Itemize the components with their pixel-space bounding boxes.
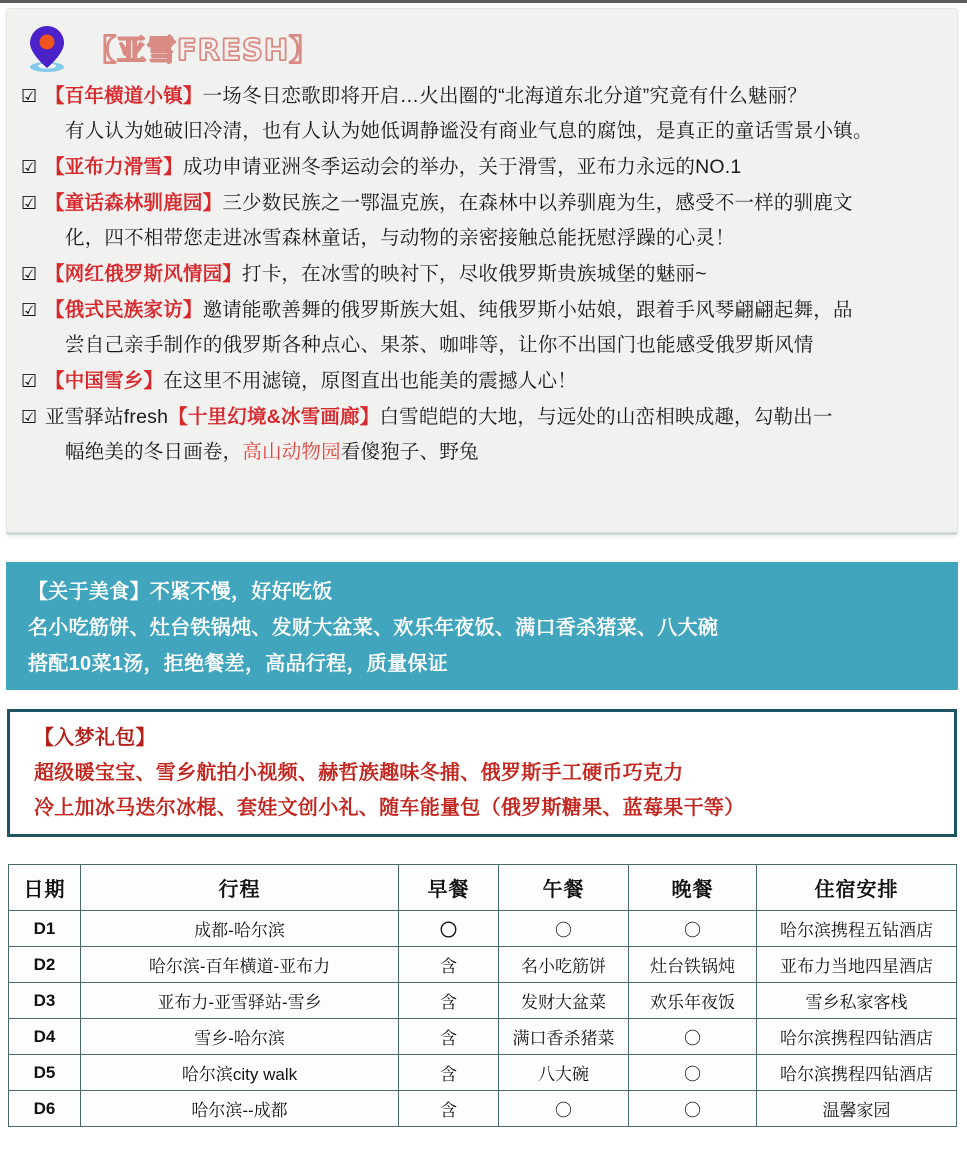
food-line: 名小吃筋饼、灶台铁锅炖、发财大盆菜、欢乐年夜饭、满口香杀猪菜、八大碗 (28, 617, 719, 639)
highlight-text (45, 364, 943, 399)
cell-route: 成都-哈尔滨 (81, 911, 399, 947)
column-header-breakfast: 早餐 (399, 865, 499, 911)
checkbox-icon: ☑ (21, 407, 38, 428)
location-pin-icon (25, 23, 69, 73)
highlight-tag: 【百年横道小镇】 (45, 85, 203, 107)
highlight-line-tail: 看傻狍子、野兔 (340, 441, 479, 463)
list-item (21, 400, 943, 470)
checkbox-icon: ☑ (21, 86, 38, 107)
cell-hotel: 哈尔滨携程四钻酒店 (757, 1019, 957, 1055)
checkbox-icon: ☑ (21, 264, 38, 285)
gift-package-panel (7, 709, 957, 837)
itinerary-table-container (8, 864, 956, 1127)
table-row (9, 983, 957, 1019)
cell-lunch: 〇 (499, 1091, 629, 1127)
checkbox-icon: ☑ (21, 371, 38, 392)
column-header-date: 日期 (9, 865, 81, 911)
highlight-line-wrap (45, 435, 943, 470)
cell-lunch: 〇 (499, 911, 629, 947)
highlight-tag: 【中国雪乡】 (45, 370, 164, 392)
cell-dinner: 〇 (629, 1019, 757, 1055)
cell-lunch: 发财大盆菜 (499, 983, 629, 1019)
cell-hotel: 雪乡私家客栈 (757, 983, 957, 1019)
cell-dinner: 灶台铁锅炖 (629, 947, 757, 983)
cell-lunch: 八大碗 (499, 1055, 629, 1091)
gift-package-title: 【入梦礼包】 (34, 727, 156, 749)
cell-route: 哈尔滨--成都 (81, 1091, 399, 1127)
checkbox-icon: ☑ (21, 157, 38, 178)
cell-date: D4 (9, 1019, 81, 1055)
checkbox-icon: ☑ (21, 193, 38, 214)
highlight-line: 有人认为她破旧冷清，也有人认为她低调静谧没有商业气息的腐蚀，是真正的童话雪景小镇。 (65, 120, 873, 142)
highlight-text (45, 186, 943, 256)
food-line: 【关于美食】不紧不慢，好好吃饭 (28, 581, 333, 603)
list-item (21, 364, 943, 399)
highlight-tag: 【俄式民族家访】 (45, 299, 203, 321)
brand-title: 【亚雪FRESH】 (87, 32, 320, 67)
column-header-route: 行程 (81, 865, 399, 911)
highlight-text (45, 293, 943, 363)
checkbox-icon: ☑ (21, 300, 38, 321)
cell-dinner: 〇 (629, 1055, 757, 1091)
cell-route: 亚布力-亚雪驿站-雪乡 (81, 983, 399, 1019)
highlight-line: 化，四不相带您走进冰雪森林童话，与动物的亲密接触总能抚慰浮躁的心灵！ (65, 227, 735, 249)
highlight-line: 打卡，在冰雪的映衬下，尽收俄罗斯贵族城堡的魅丽~ (242, 263, 707, 285)
cell-date: D2 (9, 947, 81, 983)
highlight-text (45, 150, 943, 185)
column-header-dinner: 晚餐 (629, 865, 757, 911)
cell-breakfast: 含 (399, 983, 499, 1019)
table-row (9, 1019, 957, 1055)
table-row (9, 1091, 957, 1127)
gift-package-line: 冷上加冰马迭尔冰棍、套娃文创小礼、随车能量包（俄罗斯糖果、蓝莓果干等） (34, 797, 745, 819)
list-item (21, 186, 943, 256)
highlight-tag: 【童话森林驯鹿园】 (45, 192, 223, 214)
table-header-row (9, 865, 957, 911)
highlight-text (45, 257, 943, 292)
list-item (21, 150, 943, 185)
cell-route: 哈尔滨-百年横道-亚布力 (81, 947, 399, 983)
highlight-text (45, 400, 943, 470)
cell-dinner: 欢乐年夜饭 (629, 983, 757, 1019)
cell-date: D3 (9, 983, 81, 1019)
highlight-prefix: 亚雪驿站fresh (45, 406, 169, 428)
cell-lunch: 满口香杀猪菜 (499, 1019, 629, 1055)
cell-hotel: 温馨家园 (757, 1091, 957, 1127)
cell-hotel: 亚布力当地四星酒店 (757, 947, 957, 983)
cell-breakfast: 含 (399, 1091, 499, 1127)
column-header-hotel: 住宿安排 (757, 865, 957, 911)
cell-dinner: 〇 (629, 1091, 757, 1127)
list-item (21, 257, 943, 292)
cell-breakfast: 〇 (399, 911, 499, 947)
highlight-tag: 【亚布力滑雪】 (45, 156, 183, 178)
highlight-text (45, 79, 943, 149)
highlight-line: 白雪皑皑的大地，与远处的山峦相映成趣，勾勒出一 (379, 406, 833, 428)
cell-date: D5 (9, 1055, 81, 1091)
cell-breakfast: 含 (399, 1055, 499, 1091)
cell-breakfast: 含 (399, 947, 499, 983)
cell-breakfast: 含 (399, 1019, 499, 1055)
food-panel (6, 562, 958, 690)
itinerary-table (8, 864, 957, 1127)
highlight-tag: 【十里幻境&冰雪画廊】 (168, 406, 380, 428)
food-line: 搭配10菜1汤，拒绝餐差，高品行程，质量保证 (28, 653, 448, 675)
column-header-lunch: 午餐 (499, 865, 629, 911)
cell-hotel: 哈尔滨携程五钻酒店 (757, 911, 957, 947)
highlight-line: 在这里不用滤镜，原图直出也能美的震撼人心！ (163, 370, 577, 392)
highlight-line: 一场冬日恋歌即将开启…火出圈的“北海道东北分道”究竟有什么魅丽？ (202, 85, 807, 107)
cell-date: D6 (9, 1091, 81, 1127)
highlight-line: 幅绝美的冬日画卷， (65, 441, 243, 463)
highlight-line: 尝自己亲手制作的俄罗斯各种点心、果茶、咖啡等，让你不出国门也能感受俄罗斯风情 (65, 334, 814, 356)
highlight-list (21, 79, 943, 470)
list-item (21, 79, 943, 149)
highlight-emphasis: 高山动物园 (242, 441, 341, 463)
highlights-panel (6, 8, 958, 535)
top-divider-rule (0, 0, 967, 3)
table-row (9, 1055, 957, 1091)
cell-route: 哈尔滨city walk (81, 1055, 399, 1091)
gift-package-line: 超级暖宝宝、雪乡航拍小视频、赫哲族趣味冬捕、俄罗斯手工硬币巧克力 (34, 762, 684, 784)
list-item (21, 293, 943, 363)
cell-hotel: 哈尔滨携程四钻酒店 (757, 1055, 957, 1091)
cell-dinner: 〇 (629, 911, 757, 947)
brand-header (21, 19, 943, 77)
cell-route: 雪乡-哈尔滨 (81, 1019, 399, 1055)
table-row (9, 947, 957, 983)
highlight-line: 邀请能歌善舞的俄罗斯族大姐、纯俄罗斯小姑娘，跟着手风琴翩翩起舞，品 (202, 299, 853, 321)
highlight-tag: 【网红俄罗斯风情园】 (45, 263, 243, 285)
table-row (9, 911, 957, 947)
highlight-line: 三少数民族之一鄂温克族，在森林中以养驯鹿为生，感受不一样的驯鹿文 (222, 192, 853, 214)
cell-lunch: 名小吃筋饼 (499, 947, 629, 983)
cell-date: D1 (9, 911, 81, 947)
highlight-line: 成功申请亚洲冬季运动会的举办，关于滑雪，亚布力永远的NO.1 (182, 156, 742, 178)
